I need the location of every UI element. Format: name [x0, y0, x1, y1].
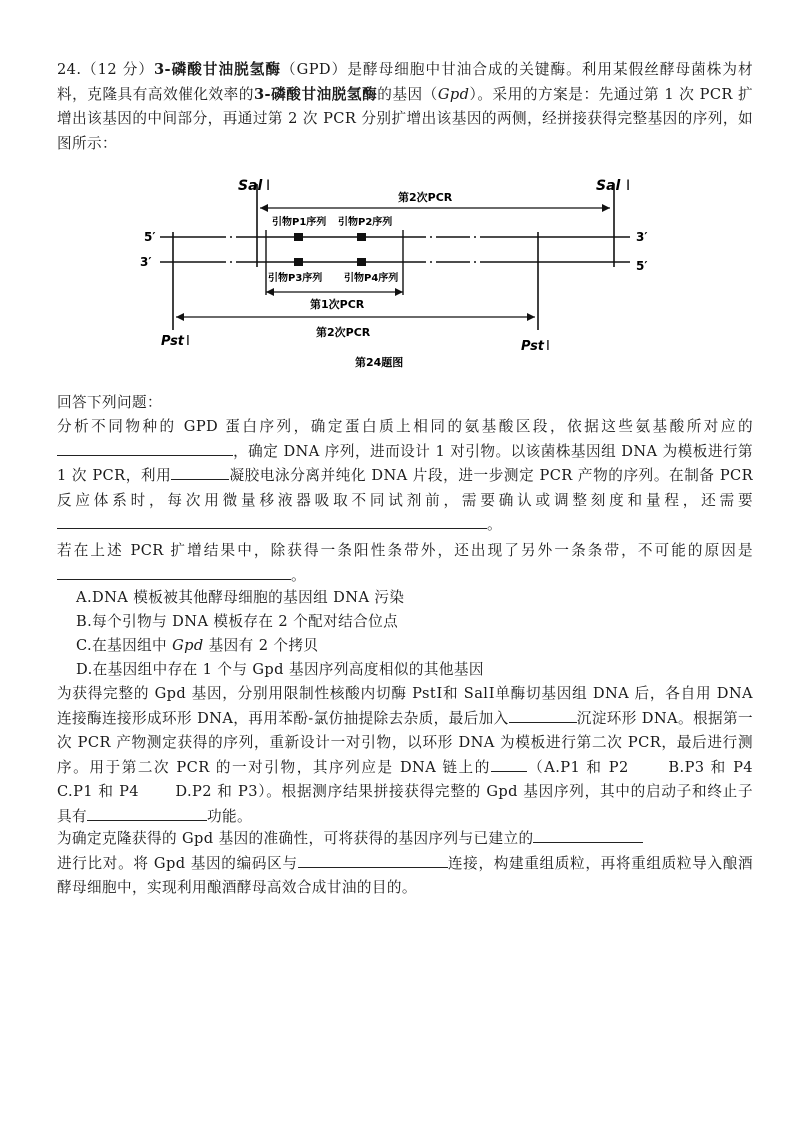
pcr2-bottom-label: 第2次PCR	[316, 326, 371, 339]
pcr1-label: 第1次PCR	[310, 298, 365, 311]
strand-top-3prime: 3′	[636, 230, 648, 244]
pcr2-top-label: 第2次PCR	[398, 191, 453, 204]
primer-p1-label: 引物P1序列	[272, 217, 327, 228]
sal-right-label: Sal	[596, 178, 621, 194]
option-a: A.DNA 模板被其他酵母细胞的基因组 DNA 污染	[76, 589, 405, 606]
blank-8[interactable]	[533, 828, 643, 843]
blank-9[interactable]	[298, 853, 448, 868]
svg-text:Ⅰ: Ⅰ	[266, 178, 271, 194]
svg-text:Ⅰ: Ⅰ	[546, 339, 550, 354]
gene-italic: Gpd	[437, 85, 470, 103]
blank-4[interactable]	[57, 565, 291, 580]
option-d: D.在基因组中存在 1 个与 Gpd 基因序列高度相似的其他基因	[76, 661, 484, 678]
option-b: B.每个引物与 DNA 模板存在 2 个配对结合位点	[76, 613, 399, 630]
question-number: 24.	[57, 61, 82, 78]
strand-bottom-3prime: 3′	[140, 255, 152, 269]
primer-p1-mark	[294, 233, 303, 241]
blank-1[interactable]	[57, 441, 233, 456]
question-part-4: 为确定克隆获得的 Gpd 基因的准确性，可将获得的基因序列与已建立的 进行比对。将 Gpd 基因的编码区与 连接，构建重组质粒，再将重组质粒导入酿酒酵母细胞中，实现利用酿酒酵母高效合成甘油的目的。	[57, 830, 753, 896]
primer-p2-mark	[357, 233, 366, 241]
svg-text:Ⅰ: Ⅰ	[626, 178, 631, 194]
svg-text:Ⅰ: Ⅰ	[186, 334, 190, 349]
primer-p3-mark	[294, 258, 303, 266]
strand-top-5prime: 5′	[144, 230, 156, 244]
pst-right-label: Pst	[521, 339, 545, 354]
blank-2[interactable]	[171, 465, 229, 480]
pcr-diagram	[130, 170, 670, 380]
primer-p2-label: 引物P2序列	[338, 217, 393, 228]
blank-5[interactable]	[509, 708, 577, 723]
question-score: （12 分）	[81, 61, 154, 78]
question-part-2: 若在上述 PCR 扩增结果中，除获得一条阳性条带外，还出现了另外一条条带，不可能的原因是。	[57, 542, 753, 584]
gene-bold-name: 3-磷酸甘油脱氢酶	[253, 85, 378, 103]
question-stem: 24.（12 分）3-磷酸甘油脱氢酶（GPD）是酵母细胞中甘油合成的关键酶。利用某假丝酵母菌株为材料，克隆具有高效催化效率的3-磷酸甘油脱氢酶的基因（Gpd）。采用的方案是：先通过第 1 次 PCR 扩增出该基因的中间部分，再通过第 2 次 PCR 分别扩增出该基因的两侧，经拼接获得完整基因的序列，如图所示：	[57, 61, 754, 152]
primer-p4-mark	[357, 258, 366, 266]
sal-left-label: Sal	[238, 178, 263, 194]
answer-intro: 回答下列问题：	[57, 394, 162, 411]
primer-p4-label: 引物P4序列	[344, 273, 399, 284]
strand-bottom-5prime: 5′	[636, 259, 648, 273]
primer-p3-label: 引物P3序列	[268, 273, 323, 284]
blank-6[interactable]	[491, 757, 527, 772]
figure-caption: 第24题图	[355, 356, 404, 369]
question-part-1: 分析不同物种的 GPD 蛋白序列，确定蛋白质上相同的氨基酸区段，依据这些氨基酸所对应的，确定 DNA 序列，进而设计 1 对引物。以该菌株基因组 DNA 为模板进行第 1 次 PCR，利用 凝胶电泳分离并纯化 DNA 片段，进一步测定 PCR 产物的序列。在制备 PCR 反应体系时，每次用微量移液器吸取不同试剂前，需要确认或调整刻度和量程，还需要。	[57, 418, 753, 533]
blank-7[interactable]	[87, 806, 207, 821]
pst-left-label: Pst	[161, 334, 185, 349]
question-part-3: 为获得完整的 Gpd 基因，分别用限制性核酸内切酶 PstⅠ和 SalⅠ单酶切基因组 DNA 后，各自用 DNA 连接酶连接形成环形 DNA，再用苯酚-氯仿抽提除去杂质，最后加入 沉淀环形 DNA。根据第一次 PCR 产物测定获得的序列，重新设计一对引物，以环形 DNA 为模板进行第二次 PCR，最后进行测序。用于第二次 PCR 的一对引物，其序列应是 DNA 链上的 （A.P1 和 P2 B.P3 和 P4 C.P1 和 P4 D.P2 和 P3）。根据测序结果拼接获得完整的 Gpd 基因序列，其中的启动子和终止子具有 功能。	[57, 685, 774, 825]
enzyme-name: 3-磷酸甘油脱氢酶	[153, 61, 282, 78]
blank-3[interactable]	[57, 514, 487, 529]
option-c: C.在基因组中 Gpd 基因有 2 个拷贝	[76, 637, 319, 654]
